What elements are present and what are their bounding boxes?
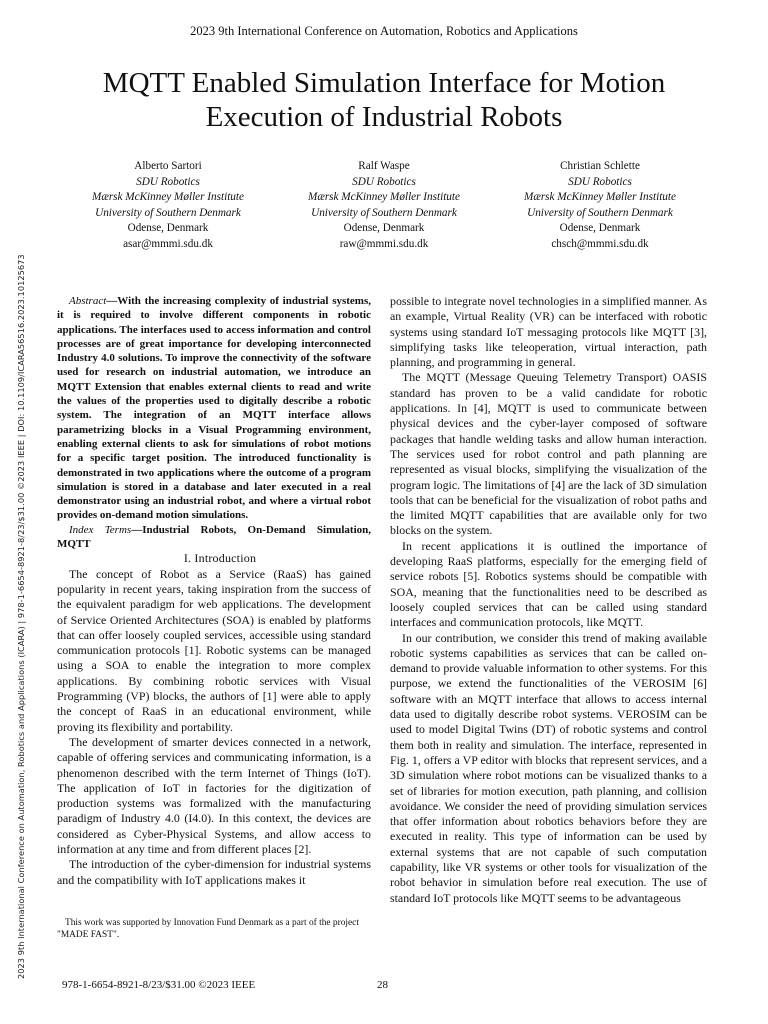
abstract-text: —With the increasing complexity of industrial systems, it is required to involve different components in robotic applications. The interfaces used to access information and control processes are of great importance for developing interconnected Industry 4.0 solutions. To improve the connectivity of the software used for research on industrial automation, we introduce an MQTT Extension that enables external clients to read and write the values of the properties used to digitally describe a robotic system. The integration of an MQTT interface allows parametrizing blocks in a Visual Programming environment, enabling external clients to ask for simulations of robot motions for a specific target position. The introduced functionality is demonstrated in two applications where the outcome of a program simulation is stored in a database and later executed in a real demonstrator using an industrial robot, and where a virtual robot provides on-demand motion simulations.	[57, 295, 371, 522]
author-email: asar@mmmi.sdu.dk	[123, 237, 213, 250]
doi-sidebar	[6, 209, 26, 979]
doi-sidebar-text: 2023 9th International Conference on Automation, Robotics and Applications (ICARA) | 978-1-6654-8921-8/23/$31.00 ©2023 IEEE | DOI: 10.1109/ICARA56516.2023.10125673	[16, 254, 26, 979]
funding-footnote: This work was supported by Innovation Fund Denmark as a part of the project "MADE FAST".	[57, 918, 359, 940]
left-column	[57, 294, 371, 888]
author-3	[492, 159, 708, 253]
footer-isbn: 978-1-6654-8921-8/23/$31.00 ©2023 IEEE	[62, 979, 256, 991]
author-dept: SDU Robotics	[352, 175, 416, 188]
index-terms-text: —Industrial Robots, On-Demand Simulation, MQTT	[57, 523, 371, 551]
author-1	[60, 159, 276, 253]
title-line-1: MQTT Enabled Simulation Interface for Motion	[102, 67, 666, 99]
conference-header: 2023 9th International Conference on Automation, Robotics and Applications	[190, 24, 578, 38]
body-paragraph: In our contribution, we consider this trend of making available robotic systems capabilities as services that can be called on-demand to provide valuable information to other systems. For this purpose, we extend the functionalities of the VEROSIM [6] software with an MQTT interface that allows to access internal data used to digitally describe robot systems. VEROSIM can be used to model Digital Twins (DT) of robotic systems and control them both in reality and simulation. The interface, represented in Fig. 1, offers a VP editor with blocks that represent services, and a 3D simulation where robot motions can be visualized thanks to a set of libraries for motion execution, path planning, and collision avoidance. We consider the need of providing simulation services that offer information about robotics behaviors before they are executed in reality. This type of information can be used by external systems that are not capable of such computation capability, like VR systems or other tools for visualization of the robot behavior in simulation before real execution. The use of standard IoT protocols like MQTT seems to be advantageous	[390, 630, 707, 905]
author-city: Odense, Denmark	[559, 222, 641, 235]
right-column	[390, 294, 707, 906]
paper-title	[40, 66, 728, 134]
author-institute: Mærsk McKinney Møller Institute	[308, 191, 460, 204]
author-block	[60, 159, 708, 253]
abstract-lead: Abstract	[69, 295, 107, 307]
body-paragraph: The introduction of the cyber-dimension for industrial systems and the compatibility with IoT applications makes it	[57, 857, 371, 887]
author-dept: SDU Robotics	[136, 175, 200, 188]
author-university: University of Southern Denmark	[311, 206, 457, 219]
abstract	[57, 294, 371, 523]
author-name: Christian Schlette	[560, 160, 640, 172]
author-city: Odense, Denmark	[127, 222, 209, 235]
body-paragraph: In recent applications it is outlined the importance of developing RaaS platforms, especially for the emerging field of service robots [5]. Robotics systems should be compatible with SOA, meaning that the functionalities need to be described as loosely coupled services that can be called using standard interfaces and communication protocols, like MQTT.	[390, 538, 707, 630]
body-paragraph: The development of smarter devices connected in a network, capable of offering services and communicating information, is a phenomenon described with the term Internet of Things (IoT). The application of IoT in factories for the digitization of production systems was formalized with the manufacturing paradigm of Industry 4.0 (I4.0). In this context, the devices are considered as Cyber-Physical Systems, and allow access to information at any time and from different places [2].	[57, 734, 371, 856]
author-email: raw@mmmi.sdu.dk	[339, 237, 429, 250]
author-university: University of Southern Denmark	[527, 206, 673, 219]
author-dept: SDU Robotics	[568, 175, 632, 188]
author-institute: Mærsk McKinney Møller Institute	[524, 191, 676, 204]
author-2	[276, 159, 492, 253]
index-terms-lead: Index Terms	[69, 523, 132, 536]
title-line-2: Execution of Industrial Robots	[205, 101, 563, 133]
body-paragraph: possible to integrate novel technologies in a simplified manner. As an example, Virtual Reality (VR) can be interfaced with robotic systems using standard IoT messaging protocols like MQTT [3], simplifying tasks like teleoperation, virtual interaction, path planning, and programming in general.	[390, 294, 707, 370]
author-university: University of Southern Denmark	[95, 206, 241, 219]
author-institute: Mærsk McKinney Møller Institute	[92, 191, 244, 204]
author-city: Odense, Denmark	[343, 222, 425, 235]
body-paragraph: The MQTT (Message Queuing Telemetry Transport) OASIS standard has proven to be a valid candidate for robotic applications. In [4], MQTT is used to communicate between physical devices and the cyber-layer composed of software packages that handle welding tasks and allow human interaction. The services used for robot control and path planning are represented as visual blocks, simplifying the visualization of the program logic. The limitations of [4] are the lack of 3D simulation tools that can be beneficial for the visualization of robot paths and the limited MQTT capabilities that are available only for two blocks on the system.	[390, 370, 707, 538]
author-name: Alberto Sartori	[134, 160, 202, 172]
body-paragraph: The concept of Robot as a Service (RaaS) has gained popularity in recent years, taking inspiration from the success of the equivalent paradigm for web applications. The development of Service Oriented Architectures (SOA) is enabled by platforms that can offer loosely coupled services, accessible using standard communication protocols [1]. Robotic systems can be managed using a SOA to enable the integration to more complex applications. By combining robotic services with Visual Programming (VP) blocks, the authors of [1] were able to apply the concept of RaaS in an educational environment, while proving its flexibility and portability.	[57, 566, 371, 734]
author-email: chsch@mmmi.sdu.dk	[551, 237, 649, 250]
author-name: Ralf Waspe	[358, 160, 410, 172]
index-terms	[57, 523, 371, 552]
section-heading-introduction: I. Introduction	[183, 551, 257, 566]
page-number: 28	[377, 979, 388, 991]
